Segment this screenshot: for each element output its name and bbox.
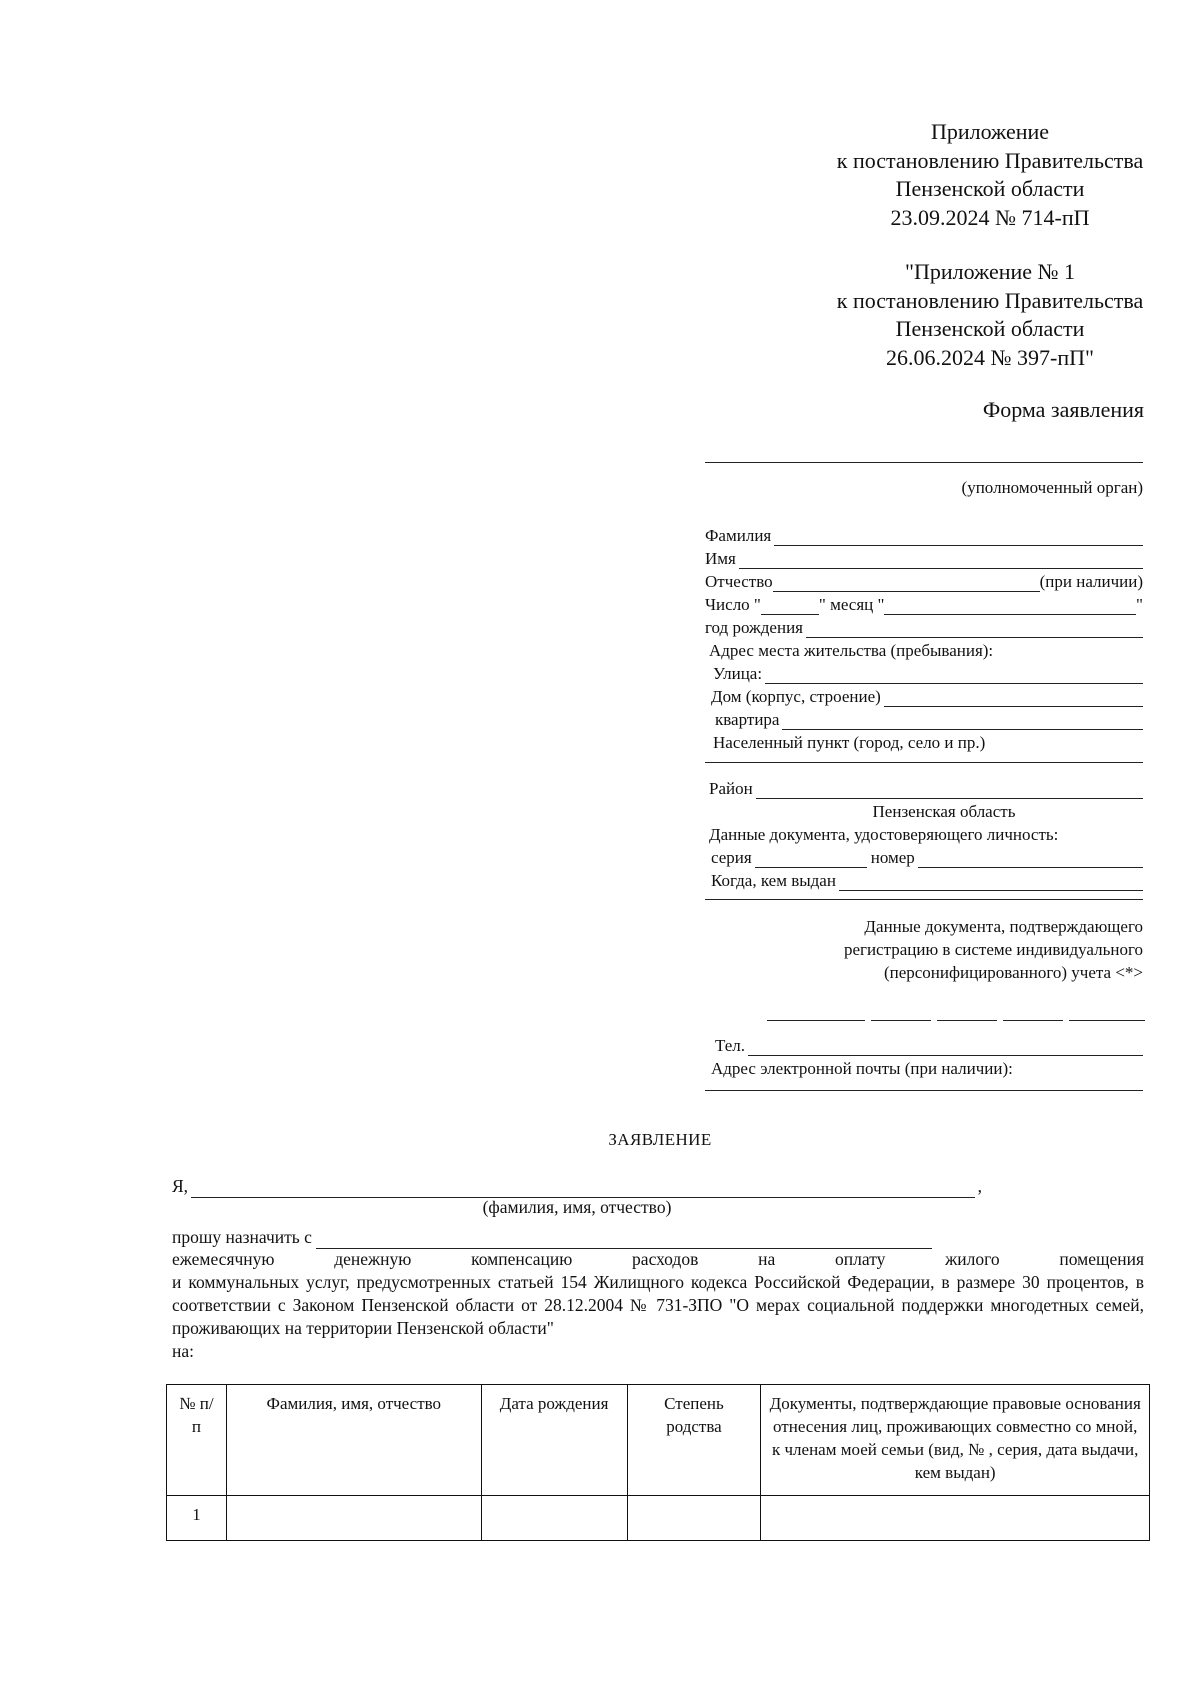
series-label: серия [711, 848, 752, 867]
locality-field[interactable] [705, 762, 1143, 763]
email-field[interactable] [705, 1090, 1143, 1091]
request-start-label: прошу назначить с [172, 1227, 312, 1247]
documents-cell[interactable] [761, 1496, 1150, 1541]
house-label: Дом (корпус, строение) [711, 687, 881, 706]
snils-number-field[interactable] [767, 1007, 1145, 1021]
authority-caption: (уполномоченный орган) [961, 478, 1143, 497]
flat-label: квартира [715, 710, 780, 729]
district-field[interactable] [709, 779, 1143, 799]
col-number-header: № п/п [167, 1385, 227, 1496]
paragraph-rest: и коммунальных услуг, предусмотренных статьей 154 Жилищного кодекса Российской Федерации, в размере 30 процентов, в соответствии с Законом Пензенской области от 28.12.2004 № 731-ЗПО "О мерах социальной поддержки многодетных семей, проживающих на территории Пензенской области" [172, 1272, 1144, 1338]
name-label: Имя [705, 549, 736, 568]
number-label: номер [870, 848, 915, 867]
issued-label: Когда, кем выдан [711, 871, 836, 890]
issued-by-continuation[interactable] [705, 899, 1143, 900]
start-date-line[interactable] [172, 1226, 932, 1249]
house-field[interactable] [711, 687, 1143, 707]
day-label: Число " [705, 595, 761, 614]
flat-field[interactable] [715, 710, 1143, 730]
statement-title: ЗАЯВЛЕНИЕ [608, 1130, 712, 1149]
phone-label: Тел. [715, 1036, 746, 1055]
col-birthdate-header: Дата рождения [481, 1385, 627, 1496]
row-number-cell: 1 [167, 1496, 227, 1541]
annex-date-number: 23.09.2024 № 714-пП [890, 204, 1090, 230]
col-fio-header: Фамилия, имя, отчество [226, 1385, 481, 1496]
ya-label: Я, [172, 1176, 189, 1196]
annex-header [760, 118, 1200, 232]
na-label: на: [172, 1341, 194, 1361]
previous-annex-header [760, 258, 1200, 372]
locality-label: Населенный пункт (город, село и пр.) [713, 733, 986, 752]
birthdate-cell[interactable] [481, 1496, 627, 1541]
snils-caption: Данные документа, подтверждающего регистрацию в системе индивидуального (персонифицированного) учета <*> [843, 917, 1143, 982]
patronymic-field[interactable] [705, 572, 1143, 592]
name-field[interactable] [705, 549, 1143, 569]
street-field[interactable] [713, 664, 1143, 684]
statement-paragraph [172, 1248, 1144, 1340]
annex-line: Пензенской области [895, 316, 1085, 341]
table-header-row [167, 1385, 1150, 1496]
birth-year-field[interactable] [705, 618, 1143, 638]
authority-field[interactable] [705, 462, 1143, 463]
id-document-heading: Данные документа, удостоверяющего личность: [709, 825, 1059, 844]
district-label: Район [709, 779, 753, 798]
annex-line: к постановлению Правительства [836, 147, 1144, 173]
annex-line: "Приложение № 1 [904, 259, 1076, 284]
annex-line: Приложение [930, 119, 1050, 144]
paragraph-first-line: ежемесячную денежную компенсацию расходов на оплату жилого помещения [172, 1249, 1144, 1269]
annex-line: к постановлению Правительства [836, 287, 1144, 313]
table-row [167, 1496, 1150, 1541]
fio-caption: (фамилия, имя, отчество) [482, 1197, 672, 1217]
family-members-table [166, 1384, 1150, 1541]
col-relation-header: Степень родства [627, 1385, 761, 1496]
phone-field[interactable] [715, 1036, 1143, 1056]
issued-by-field[interactable] [711, 871, 1143, 891]
annex-date-number: 26.06.2024 № 397-пП" [886, 344, 1094, 370]
birth-day-month-field[interactable]: Число " " месяц " " [705, 595, 1143, 614]
annex-line: Пензенской области [895, 176, 1085, 201]
patronymic-note: (при наличии) [1039, 572, 1143, 591]
region-text: Пензенская область [872, 802, 1016, 821]
id-series-number-field[interactable] [711, 848, 1143, 868]
month-label: " месяц " [818, 595, 885, 614]
surname-label: Фамилия [705, 526, 772, 545]
surname-field[interactable] [705, 526, 1143, 546]
fio-cell[interactable] [226, 1496, 481, 1541]
relation-cell[interactable] [627, 1496, 761, 1541]
birth-year-label: год рождения [705, 618, 803, 637]
street-label: Улица: [713, 664, 763, 683]
col-documents-header: Документы, подтверждающие правовые основания отнесения лиц, проживающих совместно со мной, к членам моей семьи (вид, № , серия, дата выдачи, кем выдан) [761, 1385, 1150, 1496]
patronymic-label: Отчество [705, 572, 773, 591]
address-heading: Адрес места жительства (пребывания): [709, 641, 994, 660]
email-label: Адрес электронной почты (при наличии): [711, 1059, 1013, 1078]
applicant-fio-line[interactable]: Я, , [172, 1176, 982, 1196]
form-name: Форма заявления [982, 397, 1144, 422]
